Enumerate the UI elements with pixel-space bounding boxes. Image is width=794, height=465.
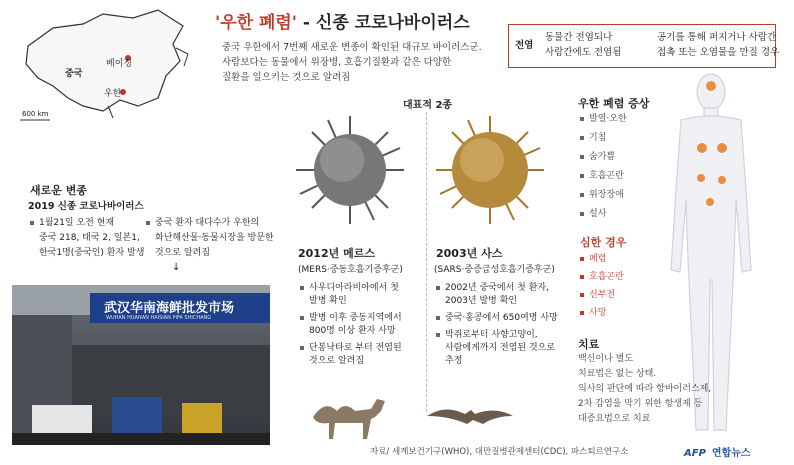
mers-item-text: 단봉낙타로 부터 전염된 [309, 343, 402, 353]
source-credit: 자료/ 세계보건기구(WHO), 대만질병관제센터(CDC), 파스퇴르연구소 [370, 447, 629, 457]
afp-logo: AFP [684, 448, 706, 459]
new-variant-sub: 2019 신종 코로나바이러스 [28, 201, 144, 212]
severe-text: 사망 [589, 308, 607, 318]
list-item [436, 282, 558, 295]
market-text: 중국 환자 대다수가 우한의 [155, 218, 260, 228]
sars-item-text: 2003년 발병 확인 [445, 296, 518, 306]
list-item [300, 342, 402, 355]
transmission-text: 접촉 또는 오염물을 만질 경우 [657, 47, 780, 58]
bullet-icon [436, 316, 440, 320]
case-text: 중국 218, 태국 2, 일본1, [39, 233, 140, 243]
severe-text: 폐렴 [589, 254, 607, 264]
market-note [146, 216, 274, 261]
bullet-icon [146, 221, 150, 225]
list-item [580, 131, 627, 146]
symptom-text: 호흡곤란 [589, 171, 624, 181]
map-label-wuhan: 우한 [104, 89, 122, 99]
sars-item-text: 박쥐로부터 사향고양이, [445, 330, 538, 340]
map-label-china: 중국 [65, 69, 83, 79]
market-text: 것으로 알려짐 [155, 248, 211, 258]
bullet-icon [580, 311, 584, 315]
sars-virus-icon [430, 110, 550, 230]
bullet-icon [580, 212, 584, 216]
title-rest: - 신종 코로나바이러스 [297, 13, 470, 33]
symptom-text: 설사 [589, 209, 607, 219]
case-count [30, 216, 144, 261]
sars-item-text: 사람에게까지 전염된 것으로 [445, 343, 556, 353]
list-item [580, 169, 627, 184]
mers-item-text: 800명 이상 환자 사망 [309, 326, 396, 336]
new-variant-heading: 새로운 변종 [30, 184, 87, 197]
transmission-text: 사람간에도 전염됨 [545, 47, 622, 58]
bat-icon [425, 402, 515, 432]
sars-item-text: 추정 [445, 356, 463, 366]
symptom-text: 위장장애 [589, 190, 624, 200]
list-item [580, 270, 624, 285]
list-item [300, 282, 402, 295]
treatment-line: 2차 감염을 막기 위한 항생제 등 [578, 399, 703, 409]
symptom-text: 발열·오한 [589, 114, 627, 124]
sars-item-text: 2002년 중국에서 첫 환자, [445, 283, 549, 293]
market-sign: 武汉华南海鲜批发市场 [104, 301, 235, 316]
symptom-text: 기침 [589, 133, 607, 143]
intro-line: 사람보다는 동물에서 위장병, 호흡기질환과 같은 다양한 [222, 57, 452, 68]
bullet-icon [300, 286, 304, 290]
mers-item-text: 것으로 알려짐 [309, 356, 365, 366]
list-item [580, 252, 624, 267]
case-text: 1월21일 오전 현재 [39, 218, 115, 228]
map-label-beijing: 베이징 [106, 59, 133, 69]
mers-list [300, 282, 402, 368]
bullet-icon [580, 293, 584, 297]
intro-line: 중국 우한에서 7번째 새로운 변종이 확인된 대규모 바이러스군. [222, 42, 482, 53]
mers-heading: 2012년 메르스 [298, 247, 375, 260]
agency-logos [684, 444, 751, 459]
transmission-text: 공기를 통해 퍼지거나 사람간 [657, 32, 777, 43]
severe-heading: 심한 경우 [580, 236, 627, 249]
treatment-heading: 치료 [578, 338, 600, 351]
representative-heading: 대표적 2종 [403, 100, 453, 111]
list-item [580, 288, 624, 303]
list-item [436, 312, 558, 325]
market-text: 화난해산물·동물시장을 방문한 [155, 233, 274, 243]
bullet-icon [580, 155, 584, 159]
treatment-text [578, 352, 711, 427]
list-item [580, 188, 627, 203]
treatment-line: 의사의 판단에 따라 항바이러스제, [578, 384, 712, 394]
symptoms-list [580, 112, 627, 222]
market-sign-sub: WUHAN HUANAN HAISIAN PIFA SHICHANG [106, 315, 212, 321]
column-divider [426, 112, 427, 412]
list-item [300, 312, 402, 325]
treatment-line: 백신이나 별도 [578, 354, 634, 364]
bullet-icon [436, 333, 440, 337]
severe-text: 호흡곤란 [589, 272, 624, 282]
intro-text [222, 40, 502, 85]
transmission-col1 [545, 30, 621, 60]
map-scale: 600 km [22, 110, 49, 118]
arrow-down-icon: ↓ [172, 262, 181, 273]
transmission-box [508, 24, 780, 68]
page-title [215, 8, 470, 33]
bullet-icon [580, 117, 584, 121]
sars-list [436, 282, 558, 368]
bullet-icon [30, 221, 34, 225]
transmission-col2 [657, 30, 779, 60]
yonhap-logo: 연합뉴스 [711, 448, 751, 459]
sars-sub: (SARS·중증급성호흡기증후군) [434, 265, 555, 275]
market-photo [12, 285, 270, 445]
sars-item-text: 중국·홍콩에서 650여명 사망 [445, 313, 558, 323]
sars-heading: 2003년 사스 [436, 247, 503, 260]
transmission-label: 전염 [515, 40, 534, 51]
bullet-icon [580, 193, 584, 197]
mers-virus-icon [290, 110, 410, 230]
symptoms-heading: 우한 폐렴 증상 [578, 97, 650, 110]
mers-item-text: 발병 확인 [309, 296, 347, 306]
severe-text: 신부전 [589, 290, 616, 300]
symptom-text: 숨가쁨 [589, 152, 616, 162]
china-map [8, 6, 208, 126]
intro-line: 질환을 일으키는 것으로 알려짐 [222, 72, 351, 83]
list-item [580, 207, 627, 222]
mers-sub: (MERS·중동호흡기증후군) [298, 265, 403, 275]
bullet-icon [436, 286, 440, 290]
bullet-icon [580, 257, 584, 261]
title-quoted: '우한 폐렴' [215, 13, 298, 33]
treatment-line: 치료법은 없는 상태. [578, 369, 657, 379]
camel-icon [305, 395, 395, 440]
bullet-icon [300, 316, 304, 320]
treatment-line: 대증요법으로 치료 [578, 414, 651, 424]
mers-item-text: 발병 이후 중동지역에서 [309, 313, 402, 323]
bullet-icon [580, 136, 584, 140]
bullet-icon [580, 275, 584, 279]
case-text: 한국1명(중국인) 환자 발생 [39, 248, 145, 258]
mers-item-text: 사우디아라비아에서 첫 [309, 283, 399, 293]
list-item [580, 112, 627, 127]
list-item [436, 329, 558, 342]
bullet-icon [300, 346, 304, 350]
list-item [580, 306, 624, 321]
bullet-icon [580, 174, 584, 178]
severe-list [580, 252, 624, 321]
list-item [580, 150, 627, 165]
transmission-text: 동물간 전염되나 [545, 32, 613, 43]
